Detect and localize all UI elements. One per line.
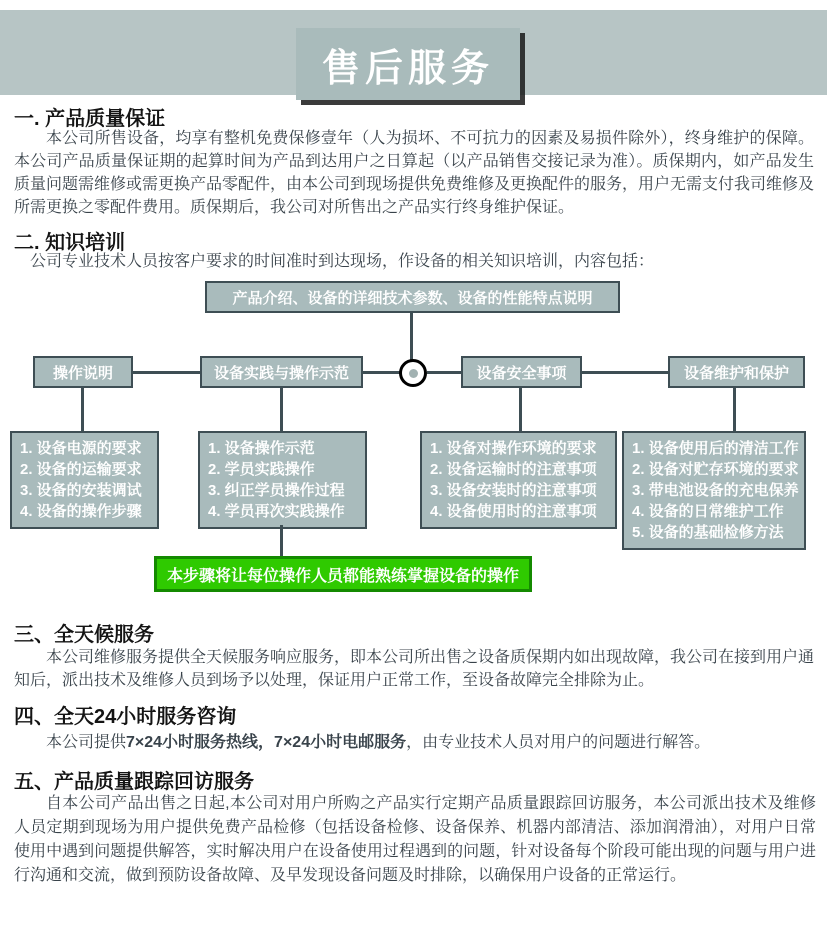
flow-result-box: 本步骤将让每位操作人员都能熟练掌握设备的操作 <box>154 556 532 592</box>
section-4-body-bold: 7×24小时服务热线，7×24小时电邮服务 <box>126 734 407 751</box>
connector-branch-4 <box>733 386 736 432</box>
flow-list-box-1 <box>10 431 159 529</box>
list-item: 1. 设备使用后的清洁工作 <box>632 440 799 457</box>
list-item: 3. 设备的安装调试 <box>20 482 142 499</box>
list-item: 5. 设备的基础检修方法 <box>632 524 784 541</box>
section-4-heading: 四、全天24小时服务咨询 <box>14 706 237 728</box>
flow-junction-dot <box>409 369 418 378</box>
section-4-body-suffix: ，由专业技术人员对用户的问题进行解答。 <box>406 734 711 751</box>
list-item: 4. 设备使用时的注意事项 <box>430 503 597 520</box>
list-item: 2. 设备对贮存环境的要求 <box>632 461 799 478</box>
list-item: 2. 设备的运输要求 <box>20 461 142 478</box>
section-1-body: 本公司所售设备，均享有整机免费保修壹年（人为损坏、不可抗力的因素及易损件除外），终身维护的保障。本公司产品质量保证期的起算时间为产品到达用户之日算起（以产品销售交接记录为准）。质保期内，如产品发生质量问题需维修或需更换产品零配件，由本公司到现场提供免费维修及更换配件的服务，用户无需支付我司维修及所需更换之零配件费用。质保期后，我公司对所售出之产品实行终身维护保证。 <box>14 130 815 216</box>
list-item: 2. 设备运输时的注意事项 <box>430 461 597 478</box>
section-2-intro: 公司专业技术人员按客户要求的时间准时到达现场，作设备的相关知识培训，内容包括： <box>30 253 655 270</box>
section-5-body: 自本公司产品出售之日起,本公司对用户所购之产品实行定期产品质量跟踪回访服务，本公司派出技术及维修人员定期到现场为用户提供免费产品检修（包括设备检修、设备保养、机器内部清洁、添加润滑油），对用户日常使用中遇到问题提供解答，实时解决用户在设备使用过程遇到的问题，针对设备每个阶段可能出现的问题与用户进行沟通和交流，做到预防设备故障、及早发现设备问题及时排除，以确保用户设备的正常运行。 <box>14 795 816 884</box>
connector-branch-1 <box>81 386 84 432</box>
list-item: 3. 带电池设备的充电保养 <box>632 482 799 499</box>
list-item: 4. 设备的日常维护工作 <box>632 503 784 520</box>
connector-branch-2 <box>280 386 283 432</box>
title-box <box>296 28 520 100</box>
flow-list-box-4 <box>622 431 806 550</box>
list-item: 2. 学员实践操作 <box>208 461 315 478</box>
flow-branch-box-2: 设备实践与操作示范 <box>200 356 363 388</box>
flow-junction-node <box>399 359 427 387</box>
flow-branch-box-3: 设备安全事项 <box>461 356 582 388</box>
list-item: 3. 纠正学员操作过程 <box>208 482 345 499</box>
flow-list-box-3 <box>420 431 617 529</box>
section-3-body: 本公司维修服务提供全天候服务响应服务，即本公司所出售之设备质保期内如出现故障，我公司在接到用户通知后，派出技术及维修人员到场予以处理，保证用户正常工作，至设备故障完全排除为止。 <box>14 649 815 689</box>
section-4-body <box>14 731 814 754</box>
section-3-heading: 三、全天候服务 <box>14 624 154 646</box>
connector-horizontal-4 <box>582 371 668 374</box>
connector-horizontal-2 <box>363 371 400 374</box>
section-2-heading: 二. 知识培训 <box>14 232 126 254</box>
list-item: 4. 学员再次实践操作 <box>208 503 345 520</box>
list-item: 4. 设备的操作步骤 <box>20 503 142 520</box>
connector-branch-3 <box>519 386 522 432</box>
connector-horizontal-1 <box>133 371 200 374</box>
connector-horizontal-3 <box>427 371 461 374</box>
flow-branch-box-4: 设备维护和保护 <box>668 356 805 388</box>
section-1-heading: 一. 产品质量保证 <box>14 108 166 130</box>
page-title: 售后服务 <box>321 47 494 90</box>
list-item: 3. 设备安装时的注意事项 <box>430 482 597 499</box>
flow-branch-box-1: 操作说明 <box>33 356 133 388</box>
flow-top-box: 产品介绍、设备的详细技术参数、设备的性能特点说明 <box>205 281 620 313</box>
connector-vertical-top <box>410 311 413 361</box>
section-5-heading: 五、产品质量跟踪回访服务 <box>14 771 254 793</box>
section-4-body-prefix: 本公司提供 <box>46 734 127 751</box>
list-item: 1. 设备对操作环境的要求 <box>430 440 597 457</box>
list-item: 1. 设备操作示范 <box>208 440 315 457</box>
connector-result <box>280 525 283 557</box>
flow-list-box-2 <box>198 431 367 529</box>
list-item: 1. 设备电源的要求 <box>20 440 142 457</box>
